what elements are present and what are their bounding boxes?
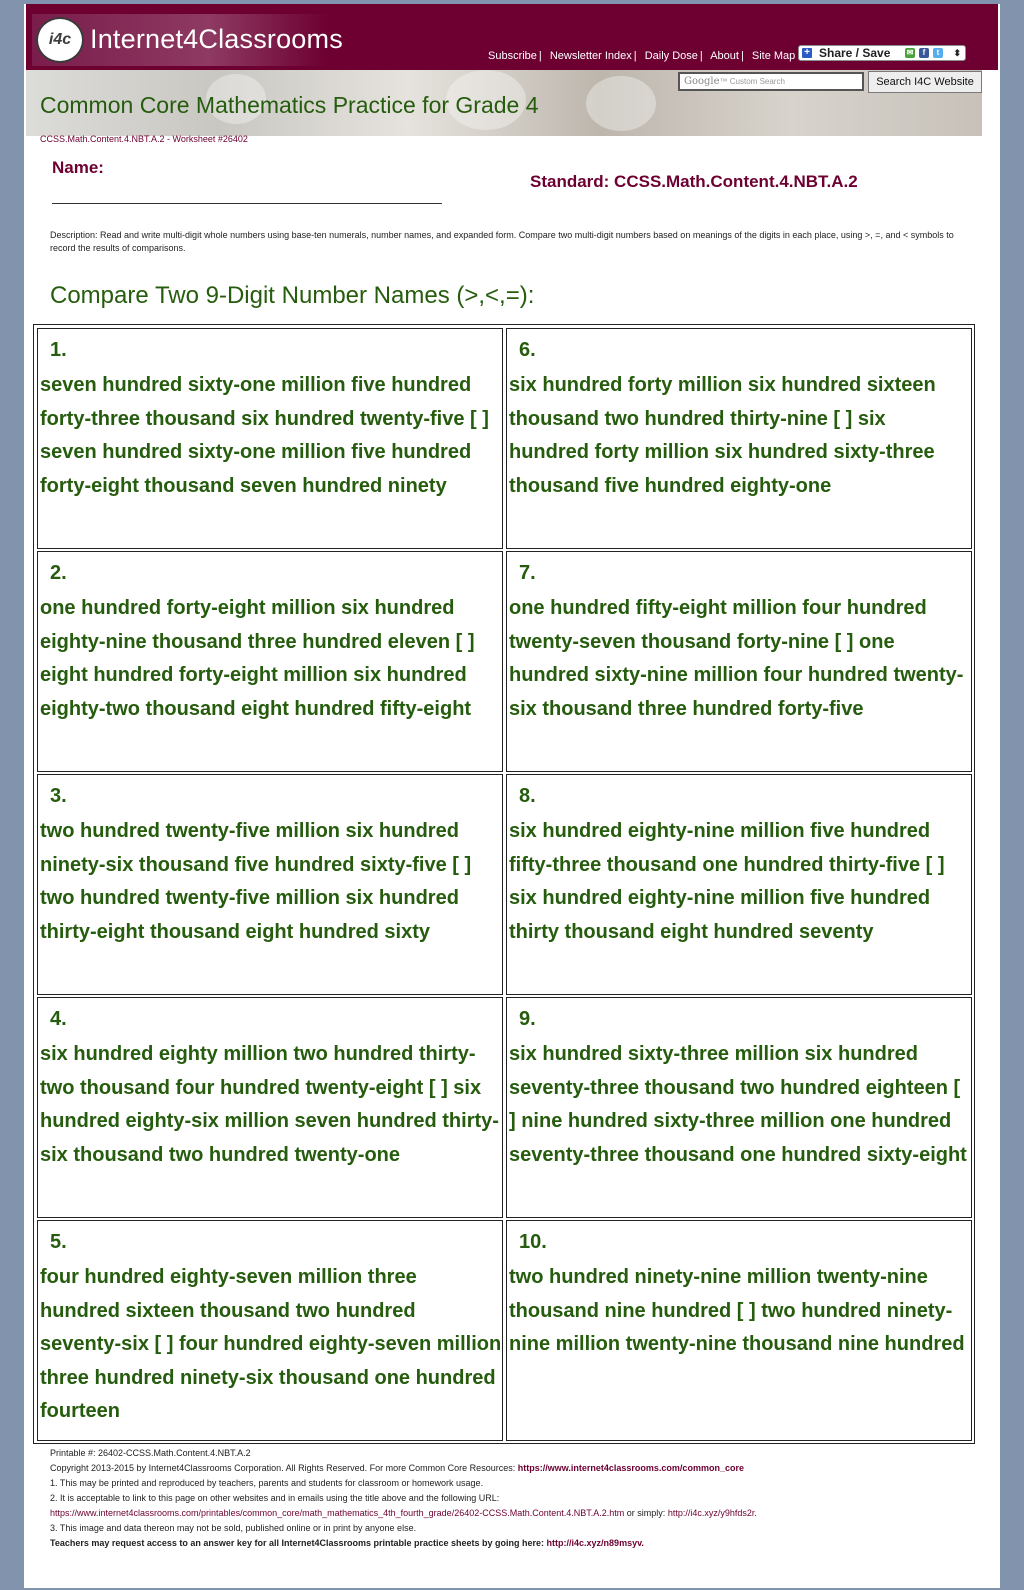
problem-text: seven hundred sixty-one million five hundred forty-three thousand six hundred twenty-five [ ] seven hundred sixty-one million five hundred forty-eight thousand seven hundred ninety [40, 374, 489, 497]
problem-cell [506, 997, 972, 1218]
answer-key-note [50, 1536, 990, 1551]
plus-icon: + [802, 48, 812, 58]
dropdown-arrow-icon[interactable]: ⬍ [953, 48, 961, 58]
common-core-link[interactable]: https://www.internet4classrooms.com/common_core [517, 1463, 744, 1473]
worksheet-page [24, 4, 1000, 1588]
problem-text: six hundred sixty-three million six hundred seventy-three thousand two hundred eighteen [ ] nine hundred sixty-three million one hundred seventy-three thousand one hundred sixty-eight [509, 1043, 967, 1166]
problem-number: 4. [50, 1008, 67, 1030]
top-nav: Subscribe | Newsletter Index | Daily Dose | About | Site Map [488, 50, 796, 62]
problem-text: four hundred eighty-seven million three hundred sixteen thousand two hundred seventy-six [ ] four hundred eighty-seven million three hundred ninety-six thousand one hundred fourteen [40, 1266, 502, 1422]
page-title: Common Core Mathematics Practice for Grade 4 [40, 92, 539, 118]
problem-number: 5. [50, 1231, 67, 1253]
usage-note-1: 1. This may be printed and reproduced by teachers, parents and students for classroom or homework usage. [50, 1478, 484, 1488]
footer [50, 1446, 990, 1551]
facebook-icon[interactable]: f [919, 48, 929, 58]
answer-key-link[interactable]: http://i4c.xyz/n89msyv. [546, 1538, 644, 1548]
i4c-logo-badge: i4c [36, 17, 84, 63]
problem-text: six hundred eighty million two hundred thirty-two thousand four hundred twenty-eight [ ] six hundred eighty-six million seven hundred thirty-six thousand two hundred twenty-one [40, 1043, 499, 1166]
search-button[interactable]: Search I4C Website [868, 71, 982, 93]
problem-cell [506, 328, 972, 549]
share-label: Share / Save [819, 46, 891, 60]
worksheet-id: CCSS.Math.Content.4.NBT.A.2 - Worksheet #26402 [40, 134, 248, 144]
problem-text: one hundred fifty-eight million four hundred twenty-seven thousand forty-nine [ ] one hundred sixty-nine million four hundred twenty-six thousand three hundred forty-five [509, 597, 964, 720]
problem-cell [506, 551, 972, 772]
problem-number: 8. [519, 785, 536, 807]
usage-note-2: 2. It is acceptable to link to this page on other websites and in emails using the title above and the following URL: [50, 1493, 500, 1503]
problem-number: 7. [519, 562, 536, 584]
problem-number: 3. [50, 785, 67, 807]
copyright [50, 1461, 990, 1476]
problem-cell [506, 1220, 972, 1441]
problem-text: six hundred forty million six hundred sixteen thousand two hundred thirty-nine [ ] six hundred forty million six hundred sixty-three thousand five hundred eighty-one [509, 374, 936, 497]
usage-note-3: 3. This image and data thereon may not be sold, published online or in print by anyone else. [50, 1523, 417, 1533]
site-header [26, 4, 998, 70]
problem-cell [37, 328, 503, 549]
problem-number: 10. [519, 1231, 547, 1253]
email-share-icon[interactable]: ✉ [906, 48, 914, 57]
problem-number: 1. [50, 339, 67, 361]
site-logo[interactable] [32, 14, 343, 66]
standard-label: Standard: CCSS.Math.Content.4.NBT.A.2 [530, 172, 858, 191]
share-save-button[interactable] [798, 45, 966, 61]
logo-text: Internet4Classrooms [90, 24, 343, 54]
name-write-line [52, 203, 442, 204]
nav-site-map[interactable]: Site Map [751, 50, 796, 62]
problem-number: 2. [50, 562, 67, 584]
banner-student-face [586, 76, 656, 131]
or-simply-text: or simply: [626, 1508, 666, 1518]
page-url-line [50, 1506, 990, 1521]
search-input[interactable]: Google™ Custom Search [678, 72, 864, 91]
google-logo: Google [684, 76, 720, 87]
page-url-link[interactable]: https://www.internet4classrooms.com/printables/common_core/math_mathematics_4th_fourth_grade/26402-CCSS.Math.Content.4.NBT.A.2.htm [50, 1508, 625, 1518]
problem-text: two hundred twenty-five million six hundred ninety-six thousand five hundred sixty-five [ ] two hundred twenty-five million six hundred thirty-eight thousand eight hundred sixty [40, 820, 472, 943]
problem-grid [33, 324, 975, 1444]
printable-number: Printable #: 26402-CCSS.Math.Content.4.NBT.A.2 [50, 1448, 251, 1458]
copyright-text: Copyright 2013-2015 by Internet4Classrooms Corporation. All Rights Reserved. For more Common Core Resources: [50, 1463, 516, 1473]
answer-key-text: Teachers may request access to an answer key for all Internet4Classrooms printable practice sheets by going here: [50, 1538, 545, 1548]
problem-text: one hundred forty-eight million six hundred eighty-nine thousand three hundred eleven [ ] eight hundred forty-eight million six hundred eighty-two thousand eight hundred fifty-eight [40, 597, 475, 720]
problem-text: two hundred ninety-nine million twenty-nine thousand nine hundred [ ] two hundred ninety-nine million twenty-nine thousand nine hundred [509, 1266, 965, 1355]
problem-cell [37, 997, 503, 1218]
problem-cell [506, 774, 972, 995]
problem-number: 6. [519, 339, 536, 361]
name-label: Name: [52, 158, 104, 177]
nav-subscribe[interactable]: Subscribe [488, 50, 537, 62]
problem-number: 9. [519, 1008, 536, 1030]
description: Description: Read and write multi-digit whole numbers using base-ten numerals, number names, and expanded form. Compare two multi-digit numbers based on meanings of the digits in each place, using >, =, and < symbols to record the results of comparisons. [50, 230, 954, 253]
nav-newsletter-index[interactable]: Newsletter Index [549, 50, 632, 62]
nav-daily-dose[interactable]: Daily Dose [644, 50, 698, 62]
worksheet-subtitle: Compare Two 9-Digit Number Names (>,<,=): [50, 282, 535, 309]
problem-cell [37, 774, 503, 995]
nav-about[interactable]: About [710, 50, 739, 62]
problem-cell [37, 551, 503, 772]
short-url-link[interactable]: http://i4c.xyz/y9hfds2r. [667, 1508, 757, 1518]
search-placeholder: Custom Search [729, 77, 785, 86]
problem-text: six hundred eighty-nine million five hundred fifty-three thousand one hundred thirty-five [ ] six hundred eighty-nine million five hundred thirty thousand eight hundred seventy [509, 820, 945, 943]
twitter-icon[interactable]: t [933, 48, 943, 58]
problem-cell [37, 1220, 503, 1441]
